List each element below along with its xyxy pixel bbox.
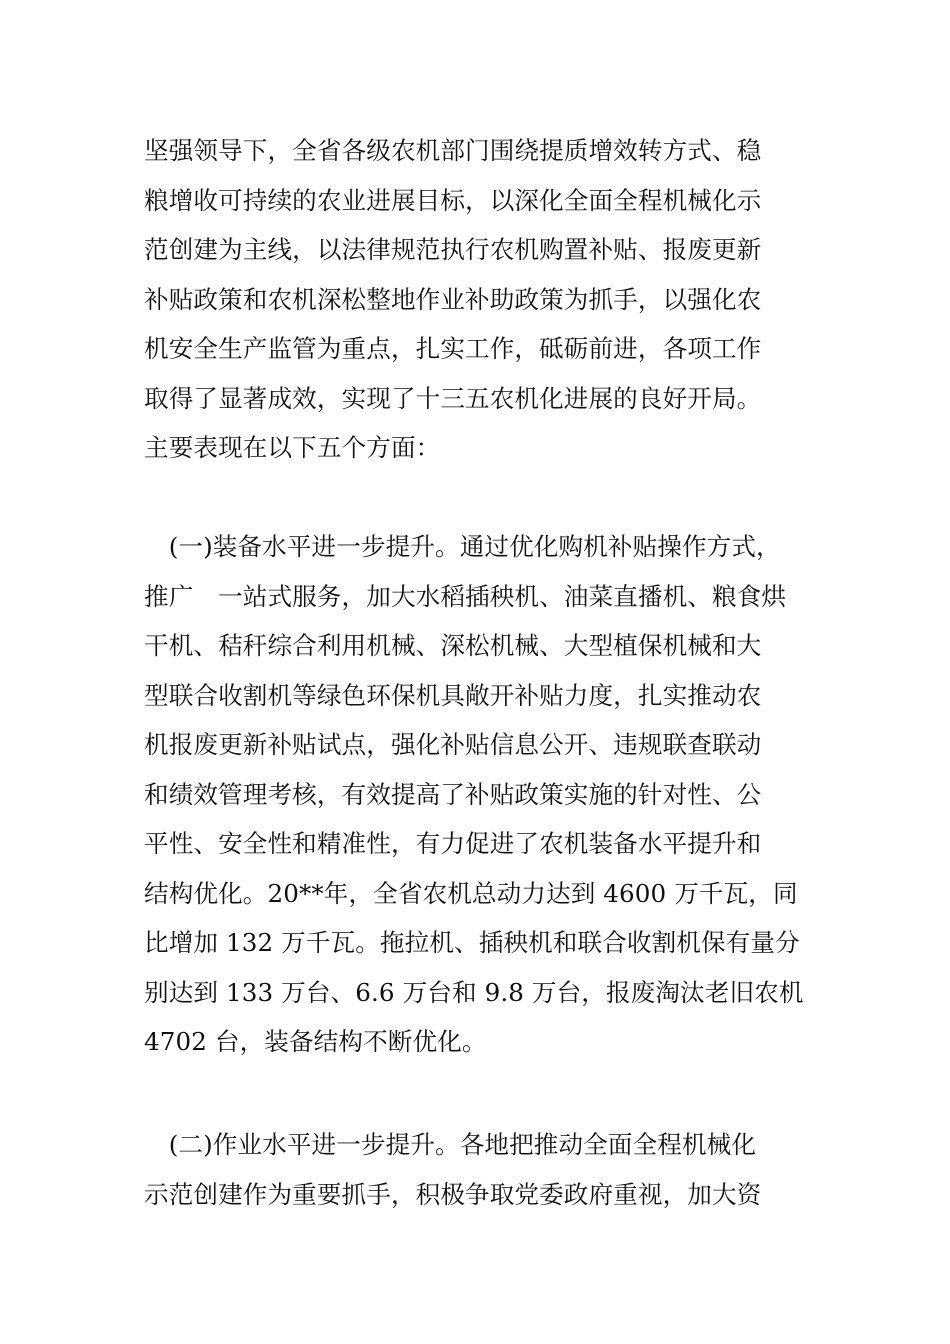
- text-line: 主要表现在以下五个方面：: [144, 433, 441, 462]
- paragraph-intro: [144, 126, 834, 473]
- text-line: 型联合收割机等绿色环保机具敞开补贴力度，扎实推动农: [144, 680, 762, 710]
- text-line: 和绩效管理考核，有效提高了补贴政策实施的针对性、公: [144, 779, 762, 809]
- text-line: 机安全生产监管为重点，扎实工作，砥砺前进，各项工作: [144, 334, 762, 363]
- text-line: 平性、安全性和精准性，有力促进了农机装备水平提升和: [144, 829, 762, 858]
- text-line: 机报废更新补贴试点，强化补贴信息公开、违规联查联动: [144, 730, 762, 759]
- text-line: 取得了显著成效，实现了十三五农机化进展的良好开局。: [144, 383, 762, 413]
- text-line: (二)作业水平进一步提升。各地把推动全面全程机械化: [144, 1130, 757, 1159]
- text-line: 比增加 132 万千瓦。拖拉机、插秧机和联合收割机保有量分: [144, 928, 800, 957]
- paragraph-equipment-level: [144, 522, 834, 1067]
- text-line: 坚强领导下，全省各级农机部门围绕提质增效转方式、稳: [144, 136, 762, 165]
- paragraph-operation-level: [144, 1120, 834, 1219]
- text-line: 4702 台，装备结构不断优化。: [144, 1027, 487, 1056]
- text-line: 粮增收可持续的农业进展目标，以深化全面全程机械化示: [144, 185, 762, 215]
- text-line: 别达到 133 万台、6.6 万台和 9.8 万台，报废淘汰老旧农机: [144, 977, 804, 1007]
- text-line: 推广 一站式服务，加大水稻插秧机、油菜直播机、粮食烘: [144, 581, 787, 611]
- text-line: 范创建为主线，以法律规范执行农机购置补贴、报废更新: [144, 235, 762, 264]
- text-line: 干机、秸秆综合利用机械、深松机械、大型植保机械和大: [144, 631, 762, 660]
- text-line: 补贴政策和农机深松整地作业补助政策为抓手，以强化农: [144, 284, 762, 314]
- text-line: (一)装备水平进一步提升。通过优化购机补贴操作方式，: [144, 532, 781, 561]
- text-line: 结构优化。20**年，全省农机总动力达到 4600 万千瓦，同: [144, 878, 798, 908]
- text-line: 示范创建作为重要抓手，积极争取党委政府重视，加大资: [144, 1179, 762, 1209]
